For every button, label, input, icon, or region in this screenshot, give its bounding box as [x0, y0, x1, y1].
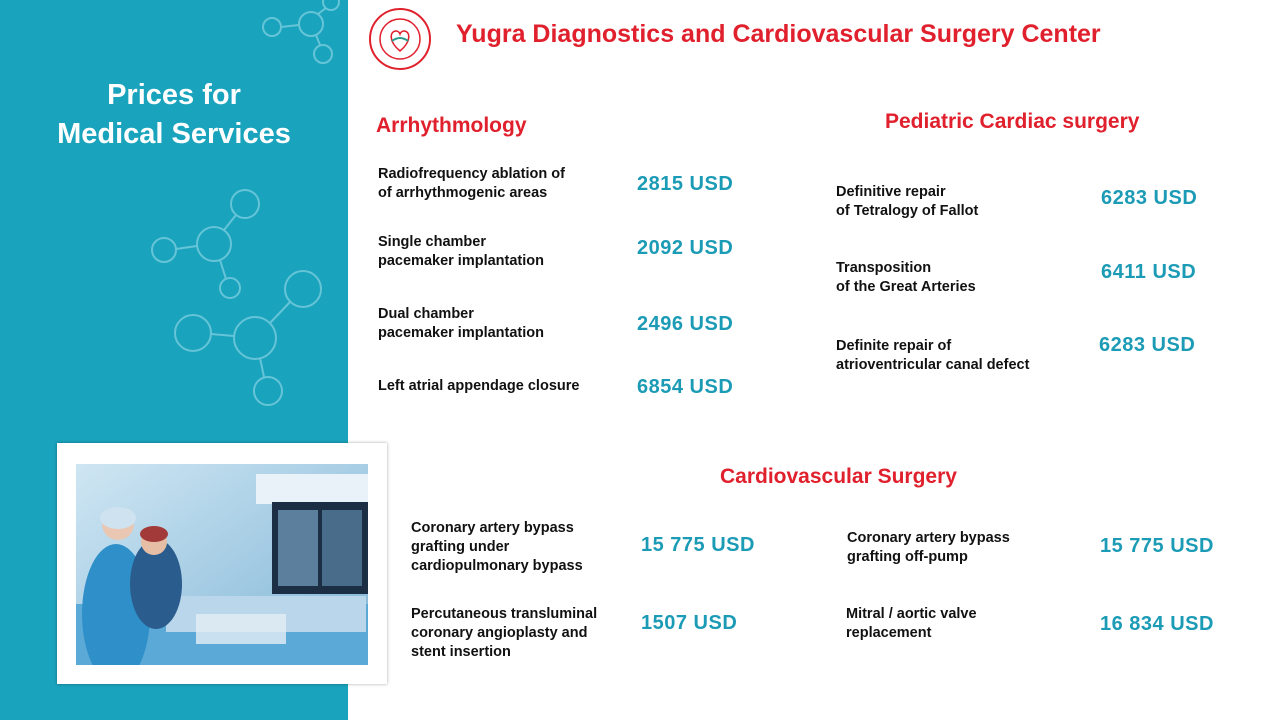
service-name: Definitive repair of Tetralogy of Fallot [836, 184, 979, 219]
section-title-cardiovascular: Cardiovascular Surgery [720, 465, 957, 488]
service-price: 1507 USD [641, 612, 738, 634]
section-title-pediatric: Pediatric Cardiac surgery [885, 110, 1140, 133]
service-price: 15 775 USD [1100, 535, 1214, 557]
section-title-arrhythmology: Arrhythmology [376, 114, 527, 137]
service-name: Transposition of the Great Arteries [836, 260, 976, 295]
service-price: 6411 USD [1101, 261, 1197, 283]
service-name: Coronary artery bypass grafting under cardiopulmonary bypass [411, 520, 583, 574]
service-name: Definite repair of atrioventricular canal defect [836, 338, 1030, 373]
service-price: 2815 USD [637, 173, 734, 195]
molecule-decoration-icon [0, 0, 348, 420]
service-price: 16 834 USD [1100, 613, 1214, 635]
service-name: Mitral / aortic valve replacement [846, 606, 977, 641]
service-price: 6283 USD [1101, 187, 1198, 209]
header-title: Yugra Diagnostics and Cardiovascular Surgery Center [456, 20, 1101, 48]
photo-frame [57, 443, 387, 684]
service-name: Coronary artery bypass grafting off-pump [847, 530, 1010, 565]
center-logo-icon [368, 7, 432, 71]
service-name: Radiofrequency ablation of of arrhythmogenic areas [378, 166, 565, 201]
service-price: 2496 USD [637, 313, 734, 335]
operating-room-photo [76, 464, 368, 665]
service-price: 6283 USD [1099, 334, 1196, 356]
service-price: 15 775 USD [641, 534, 755, 556]
service-price: 2092 USD [637, 237, 734, 259]
service-name: Left atrial appendage closure [378, 378, 580, 394]
service-price: 6854 USD [637, 376, 734, 398]
service-name: Dual chamber pacemaker implantation [378, 306, 544, 341]
sidebar-title: Prices for Medical Services [57, 79, 291, 150]
service-name: Percutaneous transluminal coronary angioplasty and stent insertion [411, 606, 598, 660]
service-name: Single chamber pacemaker implantation [378, 234, 544, 269]
